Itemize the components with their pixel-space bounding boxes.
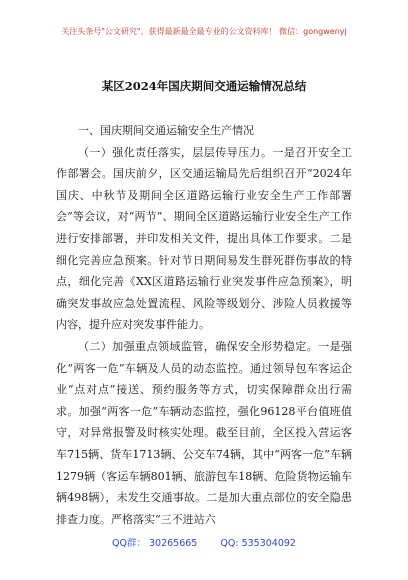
paragraph-1: （一）强化责任落实，层层传导压力。一是召开安全工作部署会。国庆前夕，区交通运输局先后组织召开“2024年国庆、中秋节及期间全区道路运输行业安全生产工作部署会”等会议，对“两节”、期间全区道路运输行业安全生产工作进行安排部署，并印发相关文件，提出具体工作要求。二是细化完善应急预案。针对节日期间易发生群死群伤事故的特点，细化完善《XX区道路运输行业突发事件应急预案》，明确突发事故应急处置流程、风险等级划分、涉险人员救援等内容，提升应对突发事件能力。 — [56, 145, 352, 332]
page-title: 某区2024年国庆期间交通运输情况总结 — [101, 79, 307, 93]
footer-contact — [0, 535, 408, 549]
section-heading: 一、国庆期间交通运输安全生产情况 — [78, 124, 254, 137]
document-body — [56, 118, 352, 530]
footer-qq: QQ: 535304092 — [220, 538, 296, 549]
footer-qq-group: QQ群： 30265665 — [112, 538, 198, 549]
paragraph-2: （二）加强重点领域监管，确保安全形势稳定。一是强化“两客一危”车辆及人员的动态监控。通过领导包车客运企业“点对点”接送、预约服务等方式，切实保障群众出行需求。加强“两客一危”车辆动态监控，强化96128平台值班值守，对异常报警及时核实处理。截至目前，全区投入营运客车715辆、货车1713辆、公交车74辆，其中“两客一危”车辆1279辆（客运车辆801辆、旅游包车18辆、危险货物运输车辆498辆），未发生交通事故。二是加大重点部位的安全隐患排查力度。严格落实“三不进站六 — [56, 339, 352, 526]
header-promo-note: 关注头条号"公文研究"，获得最新最全最专业的公文资料库！ 微信：gongwenyj — [61, 27, 347, 36]
